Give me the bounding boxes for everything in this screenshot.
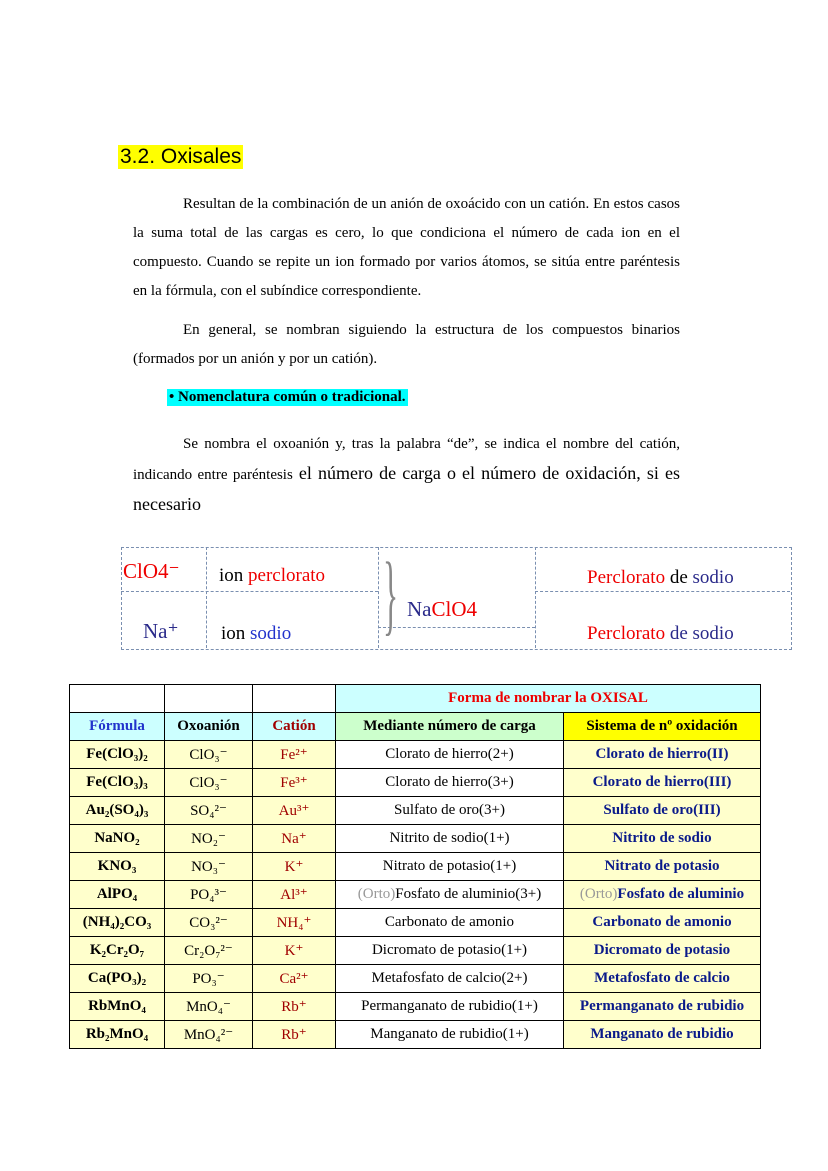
table-row xyxy=(70,853,761,881)
oxidation-name-cell: Metafosfato de calcio xyxy=(564,965,761,993)
formula-cell: Fe(ClO₃)₃ xyxy=(70,769,165,797)
table-row xyxy=(70,993,761,1021)
cation-cell: Fe²⁺ xyxy=(253,741,336,769)
paragraph-text: Resultan de la combinación de un anión de oxoácido con un catión. En estos casos la suma total de las cargas es cero, lo que condiciona el número de cada ion en el compuesto. Cuando se repite un ion formado por varios átomos, se sitúa entre paréntesis en la fórmula, con el subíndice correspondiente. xyxy=(133,196,680,299)
cation-cell: Au³⁺ xyxy=(253,797,336,825)
cation-cell: K⁺ xyxy=(253,937,336,965)
formula-cell: NaNO₂ xyxy=(70,825,165,853)
formula-cell: AlPO₄ xyxy=(70,881,165,909)
paragraph-text: En general, se nombran siguiendo la estructura de los compuestos binarios (formados por un anión y por un catión). xyxy=(133,322,680,367)
oxoanion-cell: NO₃⁻ xyxy=(165,853,253,881)
paragraph-text: Se nombra el oxoanión y, tras la palabra “de”, se indica el nombre del catión, indicando entre paréntesis xyxy=(133,436,680,483)
charge-name-cell: Nitrato de potasio(1+) xyxy=(336,853,564,881)
compound-name-1: Perclorato de sodio xyxy=(587,567,734,588)
header-formula: Fórmula xyxy=(70,713,165,741)
formula-cell: Ca(PO₃)₂ xyxy=(70,965,165,993)
section-heading: 3.2. Oxisales xyxy=(120,145,242,168)
oxidation-name-cell: (Orto)Fosfato de aluminio xyxy=(564,881,761,909)
group-header: Forma de nombrar la OXISAL xyxy=(336,685,761,713)
paragraph-general xyxy=(133,316,680,374)
header-oxidation-system: Sistema de nº oxidación xyxy=(564,713,761,741)
cation-cell: Ca²⁺ xyxy=(253,965,336,993)
cation-cell: Fe³⁺ xyxy=(253,769,336,797)
charge-name-cell: Clorato de hierro(3+) xyxy=(336,769,564,797)
oxidation-name-cell: Manganato de rubidio xyxy=(564,1021,761,1049)
anion-formula: ClO4⁻ xyxy=(123,559,180,583)
oxidation-name-cell: Dicromato de potasio xyxy=(564,937,761,965)
table-row xyxy=(70,881,761,909)
formula-cell: Au₂(SO₄)₃ xyxy=(70,797,165,825)
bullet-text: Nomenclatura común o tradicional. xyxy=(178,389,406,405)
oxidation-name-cell: Clorato de hierro(III) xyxy=(564,769,761,797)
oxoanion-cell: SO₄²⁻ xyxy=(165,797,253,825)
cation-cell: NH₄⁺ xyxy=(253,909,336,937)
charge-name-cell: Permanganato de rubidio(1+) xyxy=(336,993,564,1021)
cation-cell: Na⁺ xyxy=(253,825,336,853)
oxidation-name-cell: Carbonato de amonio xyxy=(564,909,761,937)
charge-name-cell: Manganato de rubidio(1+) xyxy=(336,1021,564,1049)
table-row xyxy=(70,797,761,825)
table-row xyxy=(70,769,761,797)
formula-cell: RbMnO₄ xyxy=(70,993,165,1021)
compound-name-2: Perclorato de sodio xyxy=(587,623,734,644)
charge-name-cell: Carbonato de amonio xyxy=(336,909,564,937)
charge-name-cell: Metafosfato de calcio(2+) xyxy=(336,965,564,993)
compound-formula: NaClO4 xyxy=(407,597,478,621)
table-row xyxy=(70,1021,761,1049)
oxoanion-cell: MnO₄⁻ xyxy=(165,993,253,1021)
formula-cell: (NH₄)₂CO₃ xyxy=(70,909,165,937)
charge-name-cell: Nitrito de sodio(1+) xyxy=(336,825,564,853)
oxidation-name-cell: Permanganato de rubidio xyxy=(564,993,761,1021)
formula-cell: KNO₃ xyxy=(70,853,165,881)
oxidation-name-cell: Sulfato de oro(III) xyxy=(564,797,761,825)
header-cation: Catión xyxy=(253,713,336,741)
cation-cell: K⁺ xyxy=(253,853,336,881)
table-header-row xyxy=(70,713,761,741)
oxidation-name-cell: Nitrato de potasio xyxy=(564,853,761,881)
table-group-header-row xyxy=(70,685,761,713)
paragraph-intro xyxy=(133,190,680,306)
example-box xyxy=(121,547,790,648)
oxoanion-cell: PO₄³⁻ xyxy=(165,881,253,909)
header-oxoanion: Oxoanión xyxy=(165,713,253,741)
formula-cell: Fe(ClO₃)₂ xyxy=(70,741,165,769)
formula-cell: Rb₂MnO₄ xyxy=(70,1021,165,1049)
table-row xyxy=(70,741,761,769)
formula-cell: K₂Cr₂O₇ xyxy=(70,937,165,965)
bullet-nomenclatura: • Nomenclatura común o tradicional. xyxy=(169,389,406,405)
table-row xyxy=(70,965,761,993)
cation-name: ion sodio xyxy=(221,623,292,644)
charge-name-cell: Clorato de hierro(2+) xyxy=(336,741,564,769)
oxoanion-cell: ClO₃⁻ xyxy=(165,769,253,797)
charge-name-cell: (Orto)Fosfato de aluminio(3+) xyxy=(336,881,564,909)
oxidation-name-cell: Nitrito de sodio xyxy=(564,825,761,853)
oxisal-table xyxy=(69,684,761,1049)
oxoanion-cell: CO₃²⁻ xyxy=(165,909,253,937)
oxoanion-cell: Cr₂O₇²⁻ xyxy=(165,937,253,965)
oxoanion-cell: PO₃⁻ xyxy=(165,965,253,993)
table-row xyxy=(70,937,761,965)
cation-formula: Na⁺ xyxy=(143,619,179,643)
charge-name-cell: Sulfato de oro(3+) xyxy=(336,797,564,825)
brace-icon: } xyxy=(383,545,399,644)
oxoanion-cell: NO₂⁻ xyxy=(165,825,253,853)
cation-cell: Rb⁺ xyxy=(253,1021,336,1049)
oxoanion-cell: ClO₃⁻ xyxy=(165,741,253,769)
table-row xyxy=(70,825,761,853)
cation-cell: Rb⁺ xyxy=(253,993,336,1021)
charge-name-cell: Dicromato de potasio(1+) xyxy=(336,937,564,965)
cation-cell: Al³⁺ xyxy=(253,881,336,909)
paragraph-text-large: el número de carga o el número de oxidación, si es necesario xyxy=(133,463,681,514)
paragraph-rule xyxy=(133,430,680,521)
oxoanion-cell: MnO₄²⁻ xyxy=(165,1021,253,1049)
oxidation-name-cell: Clorato de hierro(II) xyxy=(564,741,761,769)
anion-name: ion perclorato xyxy=(219,565,326,586)
header-charge-number: Mediante número de carga xyxy=(336,713,564,741)
table-row xyxy=(70,909,761,937)
